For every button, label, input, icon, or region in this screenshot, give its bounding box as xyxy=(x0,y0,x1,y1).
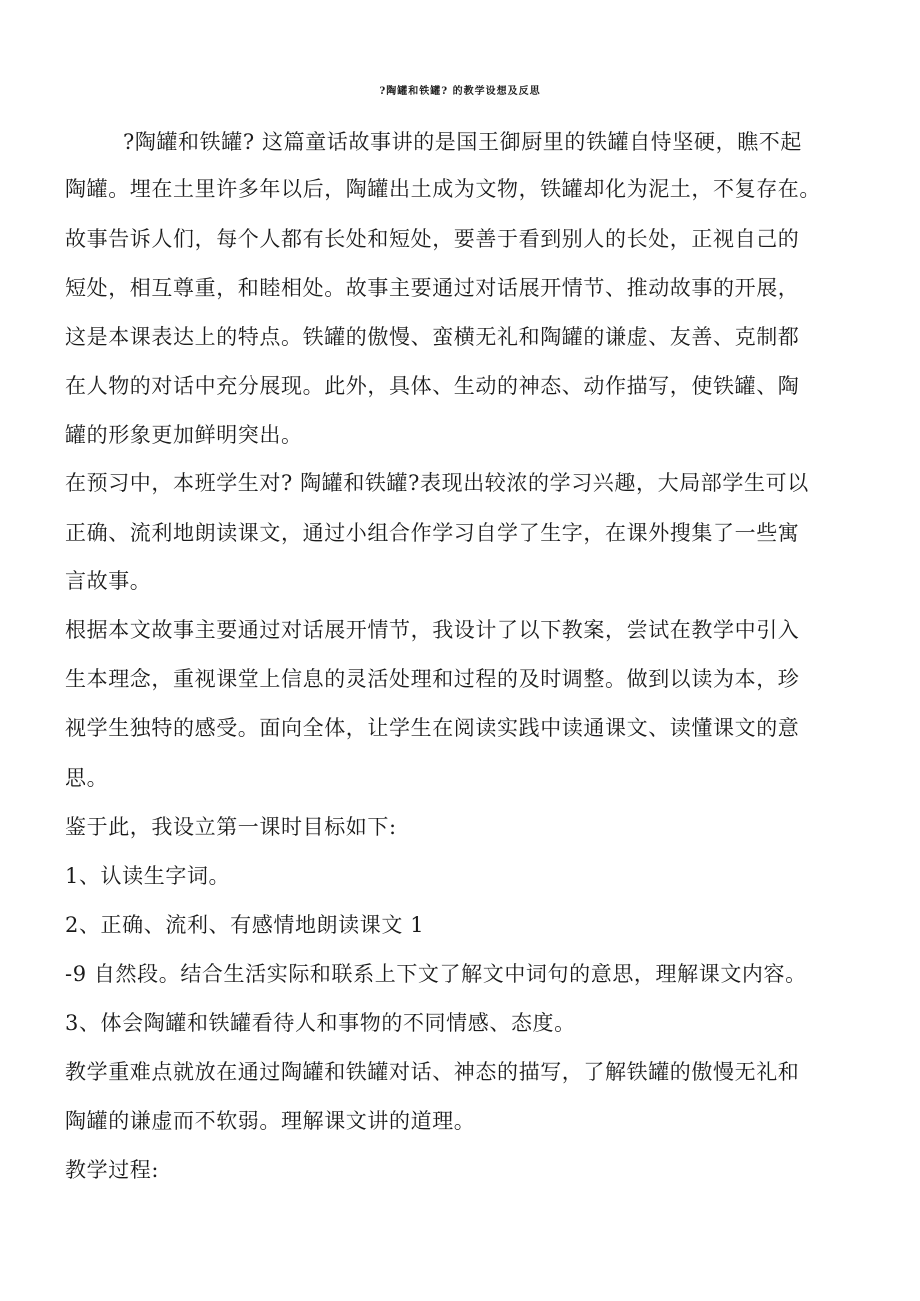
document-title: ?陶罐和铁罐? 的教学设想及反思 xyxy=(379,86,541,97)
paragraph-line: 故事告诉人们，每个人都有长处和短处，要善于看到别人的长处，正视自己的 xyxy=(65,227,800,251)
paragraph-line: -9 自然段。结合生活实际和联系上下文了解文中词句的意思，理解课文内容。 xyxy=(65,962,807,986)
paragraph-line: 短处，相互尊重，和睦相处。故事主要通过对话展开情节、推动故事的开展， xyxy=(65,276,800,300)
paragraph-line: 教学重难点就放在通过陶罐和铁罐对话、神态的描写，了解铁罐的傲慢无礼和 xyxy=(65,1060,800,1084)
paragraph-line: 罐的形象更加鲜明突出。 xyxy=(65,423,303,447)
paragraph-line: 言故事。 xyxy=(65,569,152,593)
paragraph-line: 陶罐。埋在土里许多年以后，陶罐出土成为文物，铁罐却化为泥土，不复存在。 xyxy=(65,177,821,201)
paragraph-line: 生本理念，重视课堂上信息的灵活处理和过程的及时调整。做到以读为本，珍 xyxy=(65,667,800,691)
paragraph-line: 教学过程: xyxy=(65,1158,160,1182)
paragraph-line: 在人物的对话中充分展现。此外，具体、生动的神态、动作描写，使铁罐、陶 xyxy=(65,374,800,398)
paragraph-line: 视学生独特的感受。面向全体，让学生在阅读实践中读通课文、读懂课文的意 xyxy=(65,716,800,740)
paragraph-line: 在预习中，本班学生对? 陶罐和铁罐?表现出较浓的学习兴趣，大局部学生可以 xyxy=(65,471,809,495)
paragraph-line: 3、体会陶罐和铁罐看待人和事物的不同情感、态度。 xyxy=(65,1011,576,1035)
paragraph-line: 2、正确、流利、有感情地朗读课文 1 xyxy=(65,913,425,937)
paragraph-line: 根据本文故事主要通过对话展开情节，我设计了以下教案，尝试在教学中引入 xyxy=(65,618,800,642)
paragraph-line: 陶罐的谦虚而不软弱。理解课文讲的道理。 xyxy=(65,1109,476,1133)
paragraph-line: 思。 xyxy=(65,766,109,790)
paragraph-line: 1、认读生字词。 xyxy=(65,864,231,888)
paragraph-line: 鉴于此，我设立第一课时目标如下: xyxy=(65,815,397,839)
paragraph-line: 正确、流利地朗读课文，通过小组合作学习自学了生字，在课外搜集了一些寓 xyxy=(65,521,800,545)
paragraph-line: ?陶罐和铁罐? 这篇童话故事讲的是国王御厨里的铁罐自恃坚硬，瞧不起 xyxy=(123,130,802,154)
paragraph-line: 这是本课表达上的特点。铁罐的傲慢、蛮横无礼和陶罐的谦虚、友善、克制都 xyxy=(65,325,800,349)
